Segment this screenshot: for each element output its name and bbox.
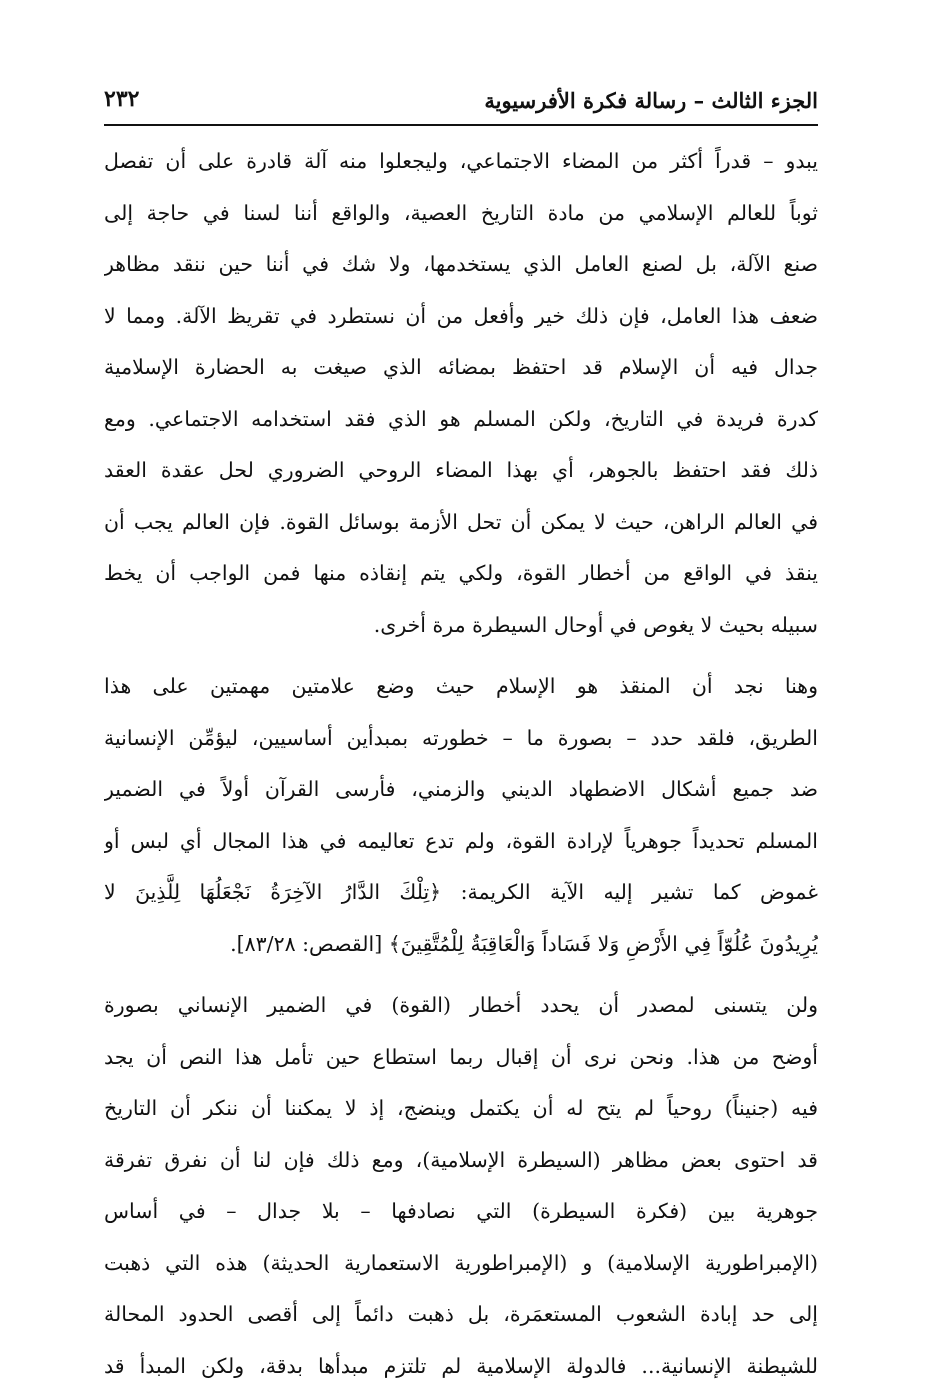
paragraph-gap <box>104 651 818 661</box>
text-line: المسلم تحديداً جوهرياً لإرادة القوة، ولم تدع تعاليمه في هذا المجال أي لبس أو <box>104 816 818 868</box>
text-line: سبيله بحيث لا يغوص في أوحال السيطرة مرة أخرى. <box>104 600 818 652</box>
text-line: فيه (جنيناً) روحياً لم يتح له أن يكتمل وينضج، إذ لا يمكننا أن ننكر أن التاريخ <box>104 1083 818 1135</box>
body-text <box>104 136 818 1392</box>
quran-verse-line: يُرِيدُونَ عُلُوّاً فِي الأَرْضِ وَلا فَسَاداً وَالْعَاقِبَةُ لِلْمُتَّقِينَ﴾ [القصص: ٨٣/٢٨]. <box>104 919 818 971</box>
paragraph-gap <box>104 970 818 980</box>
text-line: ضد جميع أشكال الاضطهاد الديني والزمني، فأرسى القرآن أولاً في الضمير <box>104 764 818 816</box>
text-line: كدرة فريدة في التاريخ، ولكن المسلم هو الذي فقد استخدامه الاجتماعي. ومع <box>104 394 818 446</box>
text-line: وهنا نجد أن المنقذ هو الإسلام حيث وضع علامتين مهمتين على هذا <box>104 661 818 713</box>
text-line: قد احتوى بعض مظاهر (السيطرة الإسلامية)، ومع ذلك فإن لنا أن نفرق تفرقة <box>104 1135 818 1187</box>
text-line: أوضح من هذا. ونحن نرى أن إقبال ربما استطاع حين تأمل هذا النص أن يجد <box>104 1032 818 1084</box>
text-line: ضعف هذا العامل، فإن ذلك خير وأفعل من أن نستطرد في تقريظ الآلة. ومما لا <box>104 291 818 343</box>
text-line: جوهرية بين (فكرة السيطرة) التي نصادفها – بلا جدال – في أساس <box>104 1186 818 1238</box>
paragraph <box>104 136 818 651</box>
text-line: للشيطنة الإنسانية... فالدولة الإسلامية لم تلتزم مبدأها بدقة، ولكن المبدأ قد <box>104 1341 818 1392</box>
text-line: يبدو – قدراً أكثر من المضاء الاجتماعي، وليجعلوا منه آلة قادرة على أن تفصل <box>104 136 818 188</box>
text-line: الطريق، فلقد حدد – بصورة ما – خطورته بمبدأين أساسيين، ليؤمِّن الإنسانية <box>104 713 818 765</box>
text-line: ذلك فقد احتفظ بالجوهر، أي بهذا المضاء الروحي الضروري لحل عقدة العقد <box>104 445 818 497</box>
text-line: ولن يتسنى لمصدر أن يحدد أخطار (القوة) في الضمير الإنساني بصورة <box>104 980 818 1032</box>
text-line: صنع الآلة، بل لصنع العامل الذي يستخدمها، ولا شك في أننا حين ننقد مظاهر <box>104 239 818 291</box>
text-line: في العالم الراهن، حيث لا يمكن أن تحل الأزمة بوسائل القوة. فإن العالم يجب أن <box>104 497 818 549</box>
text-line: جدال فيه أن الإسلام قد احتفظ بمضائه الذي صيغت به الحضارة الإسلامية <box>104 342 818 394</box>
paragraph <box>104 980 818 1392</box>
text-line: ينقذ في الواقع من أخطار القوة، ولكي يتم إنقاذه منها فمن الواجب أن يخط <box>104 548 818 600</box>
text-line: غموض كما تشير إليه الآية الكريمة: ﴿تِلْكَ الدَّارُ الآخِرَةُ نَجْعَلُهَا لِلَّذِينَ لا <box>104 867 818 919</box>
page-number: ٢٣٢ <box>104 86 139 112</box>
paragraph <box>104 661 818 970</box>
text-line: (الإمبراطورية الإسلامية) و (الإمبراطورية الاستعمارية الحديثة) هذه التي ذهبت <box>104 1238 818 1290</box>
page-header <box>104 84 818 126</box>
running-title: الجزء الثالث – رسالة فكرة الأفرسيوية <box>484 88 818 113</box>
text-line: إلى حد إبادة الشعوب المستعمَرة، بل ذهبت دائماً إلى أقصى الحدود المحالة <box>104 1289 818 1341</box>
text-line: ثوباً للعالم الإسلامي من مادة التاريخ العصية، والواقع أننا لسنا في حاجة إلى <box>104 188 818 240</box>
